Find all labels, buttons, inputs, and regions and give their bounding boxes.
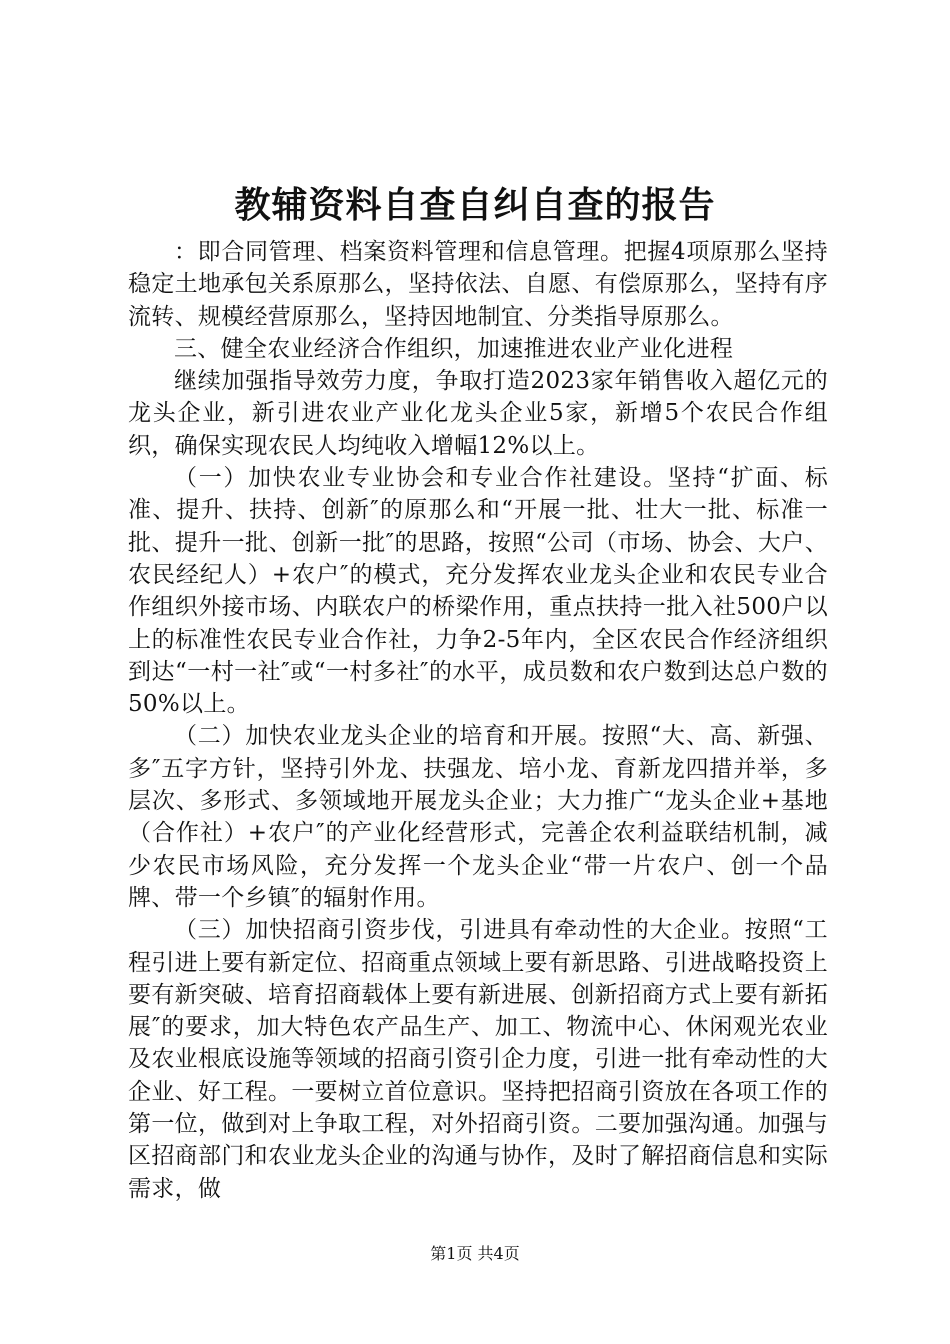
paragraph-goals: 继续加强指导效劳力度，争取打造2023家年销售收入超亿元的龙头企业，新引进农业产业化龙头企业5家，新增5个农民合作组织，确保实现农民人均纯收入增幅12%以上。 <box>128 368 828 459</box>
section-heading-three: 三、健全农业经济合作组织，加速推进农业产业化进程 <box>174 335 734 362</box>
paragraph-intro: ：即合同管理、档案资料管理和信息管理。把握4项原那么坚持稳定土地承包关系原那么，坚持依法、自愿、有偿原那么，坚持有序流转、规模经营原那么，坚持因地制宜、分类指导原那么。 <box>128 239 828 330</box>
page-number-footer: 第1页 共4页 <box>430 1244 520 1263</box>
paragraph-item-three: （三）加快招商引资步伐，引进具有牵动性的大企业。按照“工程引进上要有新定位、招商重点领域上要有新思路、引进战略投资上要有新突破、培育招商载体上要有新进展、创新招商方式上要有新拓展″的要求，加大特色农产品生产、加工、物流中心、休闲观光农业及农业根底设施等领域的招商引资引企力度，引进一批有牵动性的大企业、好工程。一要树立首位意识。坚持把招商引资放在各项工作的第一位，做到对上争取工程，对外招商引资。二要加强沟通。加强与区招商部门和农业龙头企业的沟通与协作，及时了解招商信息和实际需求，做 <box>128 917 828 1202</box>
document-title: 教辅资料自查自纠自查的报告 <box>234 184 716 226</box>
paragraph-item-two: （二）加快农业龙头企业的培育和开展。按照“大、高、新强、多″五字方针，坚持引外龙、扶强龙、培小龙、育新龙四措并举，多层次、多形式、多领域地开展龙头企业；大力推广“龙头企业+基地（合作社）+农户″的产业化经营形式，完善企农利益联结机制，减少农民市场风险，充分发挥一个龙头企业“带一片农户、创一个品牌、带一个乡镇″的辐射作用。 <box>128 723 828 911</box>
paragraph-item-one: （一）加快农业专业协会和专业合作社建设。坚持“扩面、标准、提升、扶持、创新″的原那么和“开展一批、壮大一批、标准一批、提升一批、创新一批″的思路，按照“公司（市场、协会、大户、农民经纪人）+农户″的模式，充分发挥农业龙头企业和农民专业合作组织外接市场、内联农户的桥梁作用，重点扶持一批入社500户以上的标准性农民专业合作社，力争2-5年内，全区农民合作经济组织到达“一村一社″或“一村多社″的水平，成员数和农户数到达总户数的50%以上。 <box>128 465 828 718</box>
document-body <box>128 236 828 1205</box>
